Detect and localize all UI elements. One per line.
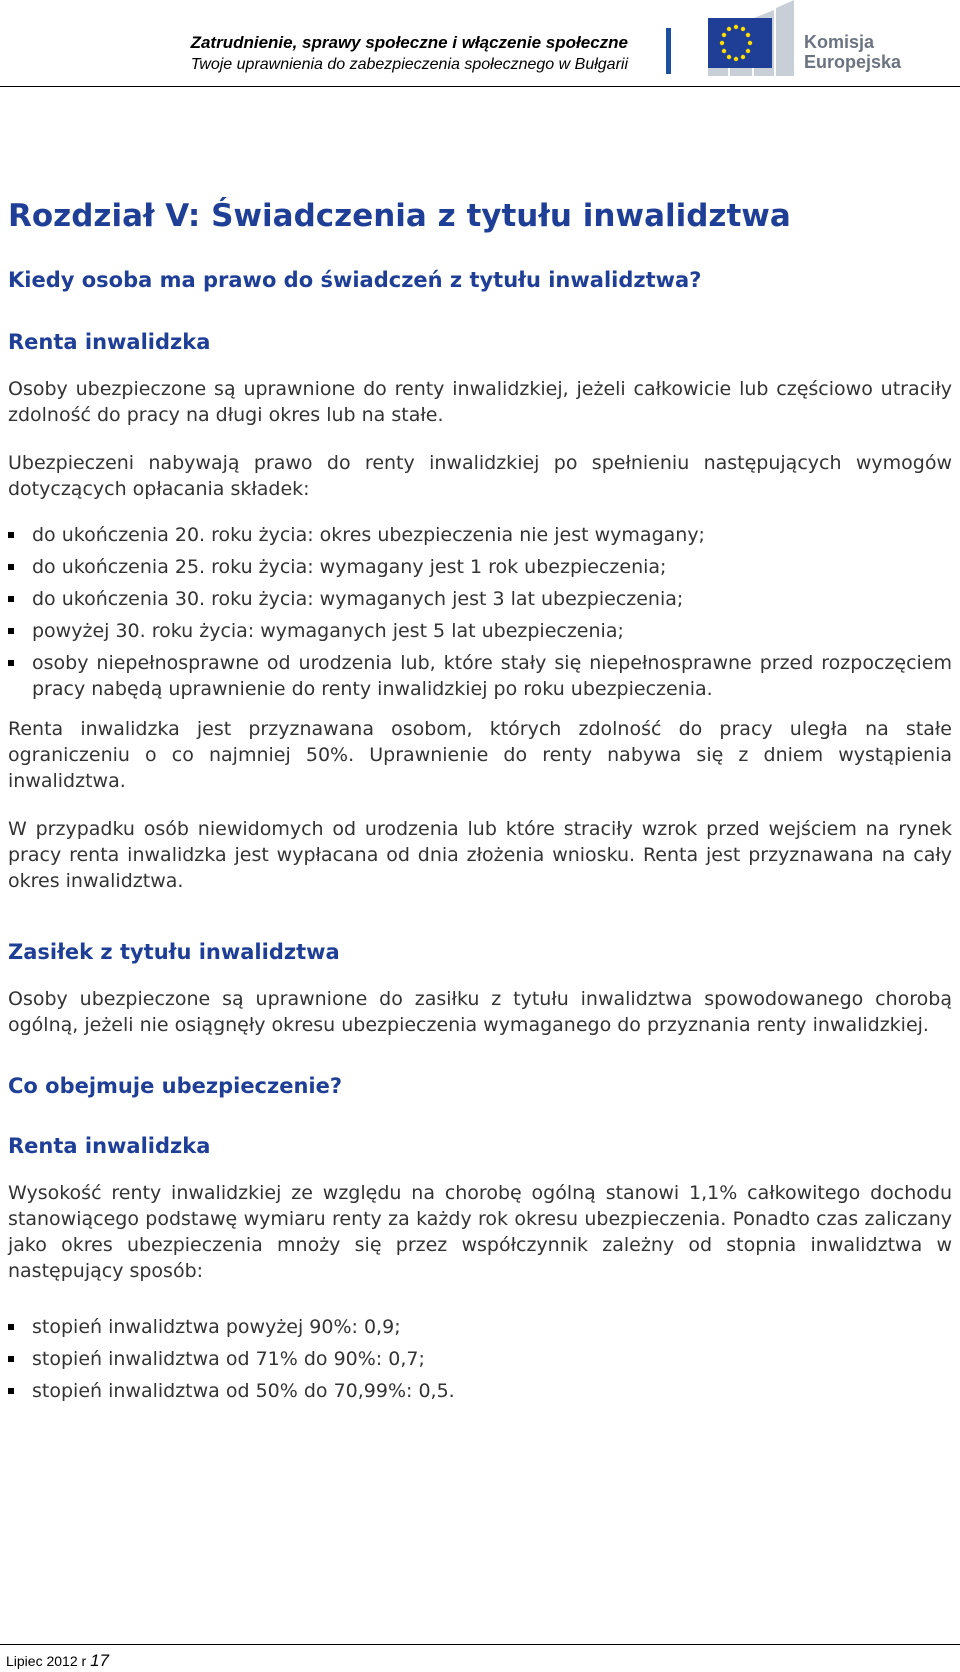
list-item: do ukończenia 30. roku życia: wymaganych jest 3 lat ubezpieczenia; (8, 586, 952, 612)
header-line-1: Zatrudnienie, sprawy społeczne i włączenie społeczne (190, 33, 628, 52)
page-number: 17 (90, 1651, 109, 1670)
question-heading-1: Kiedy osoba ma prawo do świadczeń z tytułu inwalidztwa? (8, 268, 702, 292)
paragraph-2: Ubezpieczeni nabywają prawo do renty inwalidzkiej po spełnieniu następujących wymogów dotyczących opłacania składek: (8, 452, 952, 500)
bullet-icon (8, 1356, 14, 1362)
bullet-icon (8, 564, 14, 570)
question-heading-2: Co obejmuje ubezpieczenie? (8, 1074, 343, 1098)
paragraph-6: Wysokość renty inwalidzkiej ze względu na chorobę ogólną stanowi 1,1% całkowitego dochodu stanowiącego podstawę wymiaru renty za każdy rok okresu ubezpieczenia. Ponadto czas zaliczany jako okres ubezpieczenia mnoży się przez współczynnik zależny od stopnia inwalidztwa w następujący sposób: (8, 1182, 952, 1282)
bullet-icon (8, 660, 14, 666)
list-item: do ukończenia 25. roku życia: wymagany jest 1 rok ubezpieczenia; (8, 554, 952, 580)
section-heading-zasilek: Zasiłek z tytułu inwalidztwa (8, 940, 340, 964)
paragraph-3: Renta inwalidzka jest przyznawana osobom, których zdolność do pracy uległa na stałe ograniczeniu o co najmniej 50%. Uprawnienie do renty nabywa się z dniem wystąpienia inwalidztwa. (8, 718, 952, 792)
footer-divider (0, 1644, 960, 1645)
bullet-icon (8, 1388, 14, 1394)
section-heading-renta: Renta inwalidzka (8, 330, 211, 354)
header-accent-bar (666, 28, 671, 74)
logo-text-1: Komisja (804, 32, 875, 52)
page-header (0, 0, 960, 88)
footer-date: Lipiec 2012 r (6, 1653, 87, 1669)
bullet-icon (8, 628, 14, 634)
paragraph-4: W przypadku osób niewidomych od urodzenia lub które straciły wzrok przed wejściem na rynek pracy renta inwalidzka jest wypłacana od dnia złożenia wniosku. Renta jest przyznawana na cały okres inwalidztwa. (8, 818, 952, 892)
page-footer (6, 1651, 109, 1671)
bullet-icon (8, 532, 14, 538)
list-item: do ukończenia 20. roku życia: okres ubezpieczenia nie jest wymagany; (8, 522, 952, 548)
disability-coefficient-list (8, 1314, 952, 1404)
list-item: stopień inwalidztwa od 50% do 70,99%: 0,5. (8, 1378, 952, 1404)
list-item: osoby niepełnosprawne od urodzenia lub, które stały się niepełnosprawne przed rozpoczęciem pracy nabędą uprawnienie do renty inwalidzkiej po roku ubezpieczenia. (8, 650, 952, 702)
logo-text-2: Europejska (804, 52, 902, 72)
list-item: powyżej 30. roku życia: wymaganych jest 5 lat ubezpieczenia; (8, 618, 952, 644)
section-heading-renta-2: Renta inwalidzka (8, 1134, 211, 1158)
paragraph-1: Osoby ubezpieczone są uprawnione do renty inwalidzkiej, jeżeli całkowicie lub częściowo utraciły zdolność do pracy na długi okres lub na stałe. (8, 378, 952, 426)
contribution-requirements-list (8, 522, 952, 702)
chapter-title: Rozdział V: Świadczenia z tytułu inwalidztwa (8, 198, 791, 234)
header-text (191, 32, 628, 76)
list-item: stopień inwalidztwa powyżej 90%: 0,9; (8, 1314, 952, 1340)
bullet-icon (8, 596, 14, 602)
header-divider (0, 86, 960, 87)
european-commission-logo (708, 0, 958, 80)
bullet-icon (8, 1324, 14, 1330)
header-line-2: Twoje uprawnienia do zabezpieczenia społecznego w Bułgarii (190, 56, 628, 73)
paragraph-5: Osoby ubezpieczone są uprawnione do zasiłku z tytułu inwalidztwa spowodowanego chorobą ogólną, jeżeli nie osiągnęły okresu ubezpieczenia wymaganego do przyznania renty inwalidzkiej. (8, 988, 952, 1036)
list-item: stopień inwalidztwa od 71% do 90%: 0,7; (8, 1346, 952, 1372)
document-content (8, 196, 952, 1410)
